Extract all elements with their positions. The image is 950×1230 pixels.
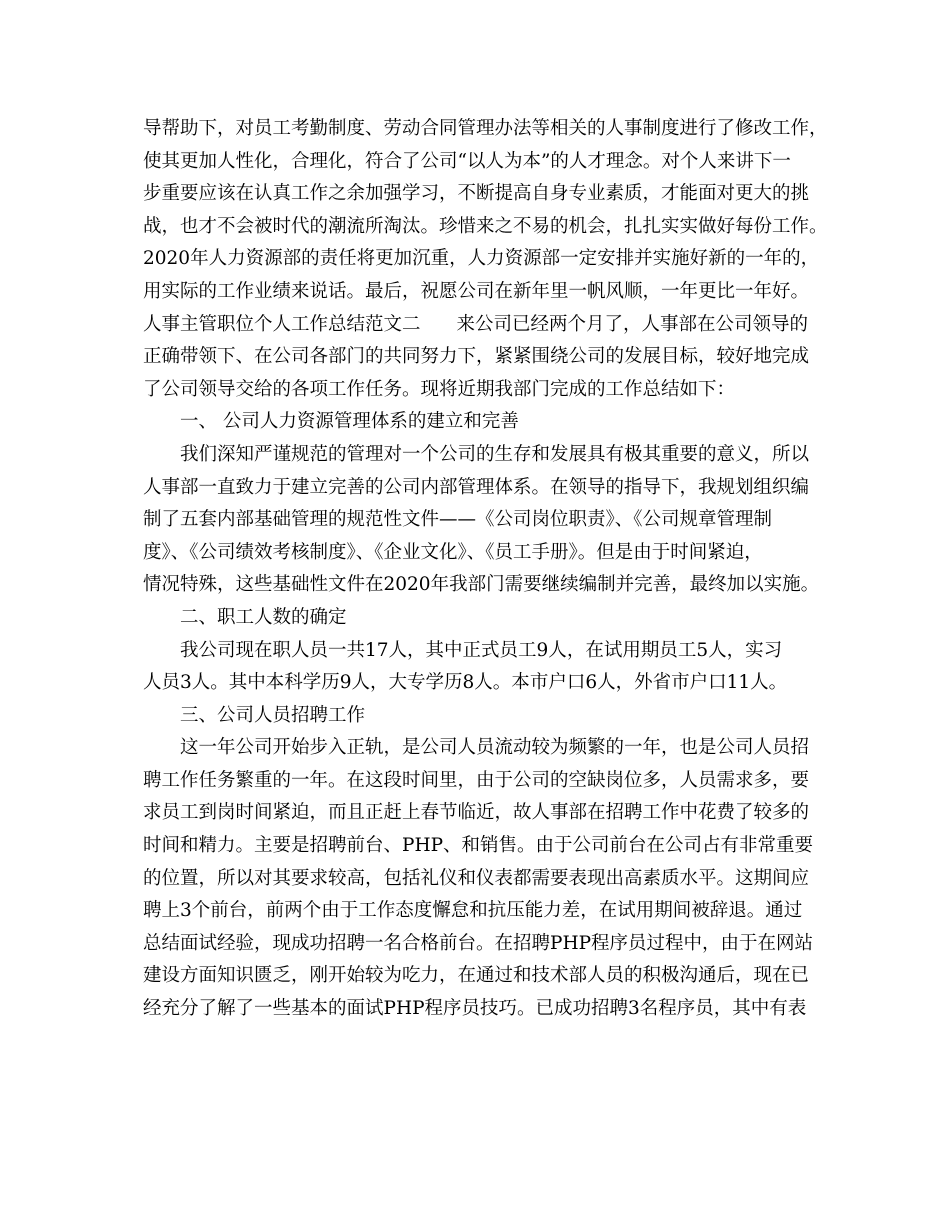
text-line: 人事部一直致力于建立完善的公司内部管理体系。在领导的指导下，我规划组织编	[143, 476, 810, 498]
text-line: 战，也才不会被时代的潮流所淘汰。珍惜来之不易的机会，扎扎实实做好每份工作。	[143, 215, 828, 237]
text-line: 这一年公司开始步入正轨，是公司人员流动较为频繁的一年，也是公司人员招	[180, 737, 810, 759]
text-line: 我公司现在职人员一共17人，其中正式员工9人，在试用期员工5人，实习	[180, 639, 783, 661]
text-line: 时间和精力。主要是招聘前台、PHP、和销售。由于公司前台在公司占有非常重要	[143, 835, 814, 857]
text-line: 经充分了解了一些基本的面试PHP程序员技巧。已成功招聘3名程序员，其中有表	[143, 998, 807, 1020]
text-line: 度》、《公司绩效考核制度》、《企业文化》、《员工手册》。但是由于时间紧迫，	[143, 541, 763, 563]
text-line: 导帮助下，对员工考勤制度、劳动合同管理办法等相关的人事制度进行了修改工作，	[143, 118, 828, 139]
text-line: 步重要应该在认真工作之余加强学习，不断提高自身专业素质，才能面对更大的挑	[143, 183, 810, 205]
document-body	[143, 113, 828, 1026]
section-heading: 一、 公司人力资源管理体系的建立和完善	[180, 411, 519, 433]
text-line: 正确带领下、在公司各部门的共同努力下，紧紧围绕公司的发展目标，较好地完成	[143, 346, 810, 368]
text-line: 来公司已经两个月了，人事部在公司领导的	[456, 313, 809, 335]
text-line: 建设方面知识匮乏，刚开始较为吃力，在通过和技术部人员的积极沟通后，现在已	[143, 965, 810, 987]
section-title: 人事主管职位个人工作总结范文二	[143, 313, 421, 335]
text-line: 使其更加人性化，合理化，符合了公司“以人为本”的人才理念。对个人来讲下一	[143, 150, 791, 172]
section-heading: 三、公司人员招聘工作	[180, 704, 366, 726]
text-line: 制了五套内部基础管理的规范性文件——《公司岗位职责》、《公司规章管理制	[143, 509, 773, 531]
text-line: 聘上3个前台，前两个由于工作态度懈怠和抗压能力差，在试用期间被辞退。通过	[143, 900, 803, 922]
text-line: 了公司领导交给的各项工作任务。现将近期我部门完成的工作总结如下：	[143, 378, 736, 400]
text-line: 总结面试经验，现成功招聘一名合格前台。在招聘PHP程序员过程中，由于在网站	[143, 932, 814, 954]
text-line: 情况特殊，这些基础性文件在2020年我部门需要继续编制并完善，最终加以实施。	[143, 574, 820, 596]
text-line: 我们深知严谨规范的管理对一个公司的生存和发展具有极其重要的意义，所以	[180, 443, 810, 465]
text-line: 人员3人。其中本科学历9人，大专学历8人。本市户口6人，外省市户口11人。	[143, 672, 788, 694]
section-heading: 二、职工人数的确定	[180, 606, 347, 628]
text-line: 的位置，所以对其要求较高，包括礼仪和仪表都需要表现出高素质水平。这期间应	[143, 867, 810, 889]
text-line: 用实际的工作业绩来说话。最后，祝愿公司在新年里一帆风顺，一年更比一年好。	[143, 280, 810, 302]
title-line	[143, 309, 823, 342]
text-line: 2020年人力资源部的责任将更加沉重，人力资源部一定安排并实施好新的一年的，	[143, 248, 820, 270]
text-line: 求员工到岗时间紧迫，而且正赶上春节临近，故人事部在招聘工作中花费了较多的	[143, 802, 810, 824]
text-line: 聘工作任务繁重的一年。在这段时间里，由于公司的空缺岗位多，人员需求多，要	[143, 769, 810, 791]
